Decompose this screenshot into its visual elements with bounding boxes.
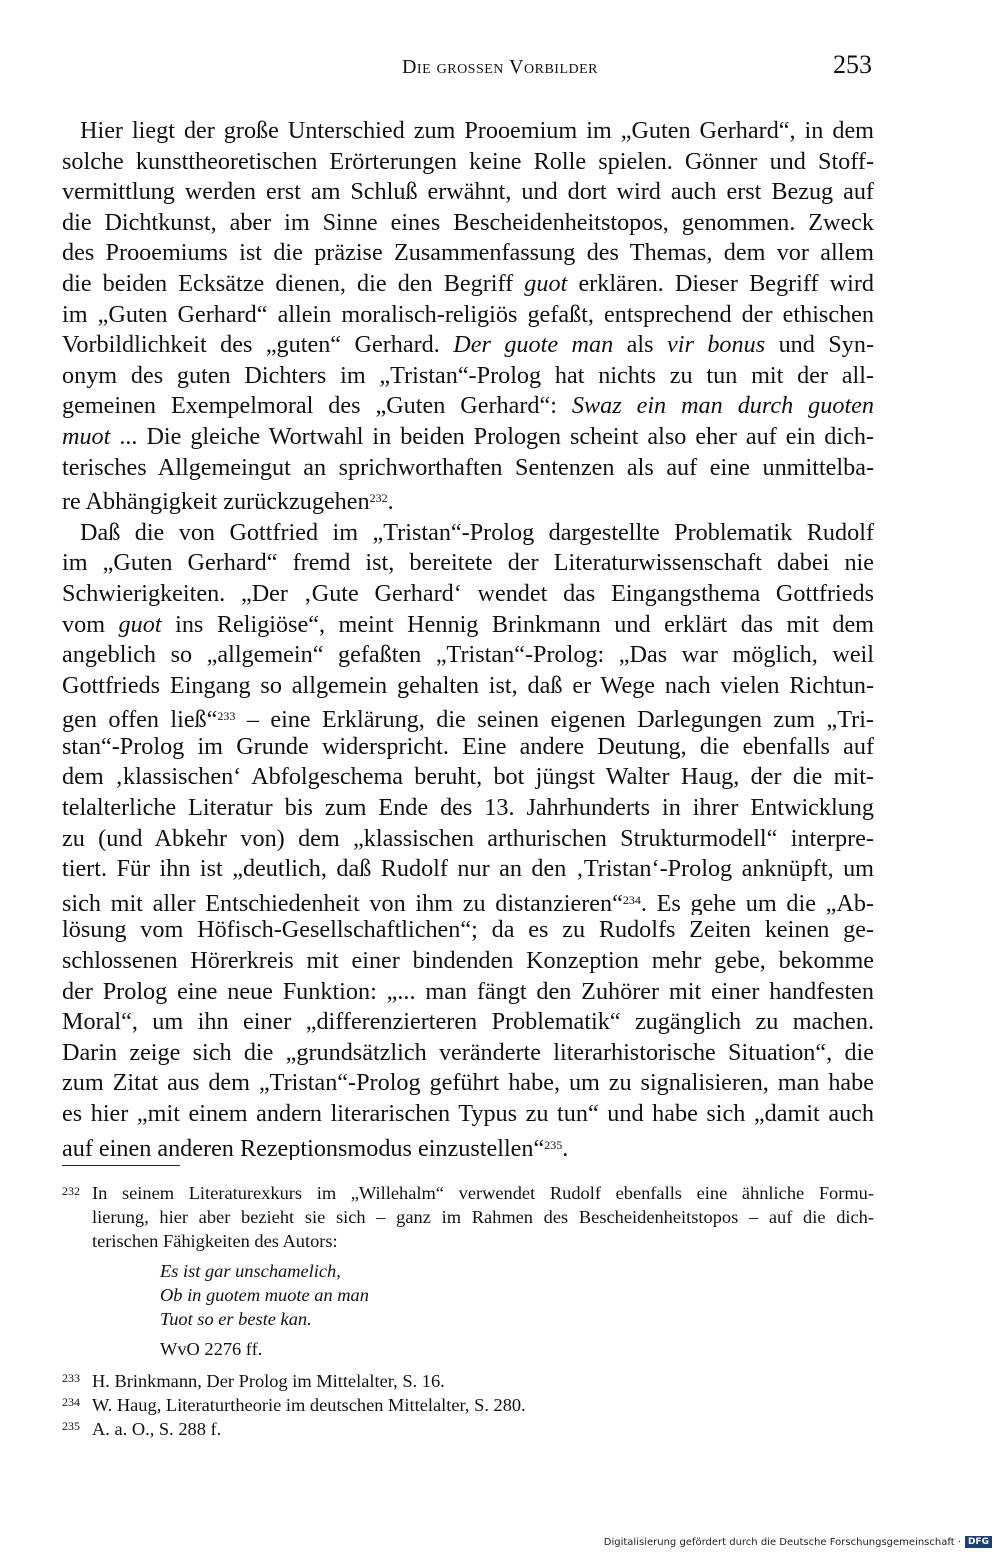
text-line: angeblich so „allgemein“ gefaßten „Tristan“-Prolog: „Das war möglich, weil <box>62 641 874 669</box>
body-text <box>62 116 874 1160</box>
footnote-235 <box>62 1417 874 1441</box>
text-line: es hier „mit einem andern literarischen Typus zu tun“ und habe sich „damit auch <box>62 1100 874 1127</box>
text-line: der Prolog eine neue Funktion: „... man fängt den Zuhörer mit einer handfesten <box>62 977 874 1005</box>
text-line: zu (und Abkehr von) dem „klassischen arthurischen Strukturmodell“ interpre- <box>62 824 874 852</box>
page-number: 253 <box>833 50 872 79</box>
text-line: zum Zitat aus dem „Tristan“-Prolog geführt habe, um zu signalisieren, man habe <box>62 1069 874 1097</box>
dfg-logo: DFG <box>965 1536 992 1548</box>
footnote-mark: 232 <box>62 1184 80 1198</box>
footnote-233 <box>62 1369 874 1393</box>
italic-term: guot <box>118 610 162 638</box>
text-line: onym des guten Dichters im „Tristan“-Prolog hat nichts zu tun mit der all- <box>62 361 874 389</box>
text-line: des Prooemiums ist die präzise Zusammenfassung des Themas, dem vor allem <box>62 239 874 267</box>
text-line: muot ... Die gleiche Wortwahl in beiden Prologen scheint also eher auf ein dich- <box>62 422 874 450</box>
text-line: Daß die von Gottfried im „Tristan“-Prolog dargestellte Problematik Rudolf <box>80 518 874 546</box>
text-line: die beiden Ecksätze dienen, die den Begriff guot erklären. Dieser Begriff wird <box>62 269 874 297</box>
text-line: Moral“, um ihn einer „differenzierteren Problematik“ zugänglich zu machen. <box>62 1008 874 1036</box>
text-line: im „Guten Gerhard“ fremd ist, bereitete der Literaturwissenschaft dabei nie <box>62 549 874 577</box>
text-line: die Dichtkunst, aber im Sinne eines Bescheidenheitstopos, genommen. Zweck <box>62 208 874 236</box>
text-line: solche kunsttheoretischen Erörterungen keine Rolle spielen. Gönner und Stoff- <box>62 147 874 175</box>
paragraph <box>62 116 874 514</box>
footnote-text: A. a. O., S. 288 f. <box>92 1419 222 1440</box>
footnote-reference[interactable]: 233 <box>217 709 236 724</box>
text-line: Gottfrieds Eingang so allgemein gehalten ist, daß er Wege nach vielen Richtun- <box>62 671 874 699</box>
paragraph <box>62 518 874 1160</box>
text-line: tiert. Für ihn ist „deutlich, daß Rudolf nur an den ‚Tristan‘-Prolog anknüpft, um <box>62 855 874 883</box>
footnote-mark: 233 <box>62 1371 80 1386</box>
text-line: stan“-Prolog im Grunde widerspricht. Eine andere Deutung, die ebenfalls auf <box>62 732 874 760</box>
text-line: vermittlung werden erst am Schluß erwähnt, und dort wird auch erst Bezug auf <box>62 178 874 206</box>
footnote-text: H. Brinkmann, Der Prolog im Mittelalter, S. 16. <box>92 1371 445 1392</box>
footnote-reference[interactable]: 232 <box>369 491 388 506</box>
footnote-232 <box>62 1182 874 1361</box>
footnote-text: W. Haug, Literaturtheorie im deutschen Mittelalter, S. 280. <box>92 1395 526 1416</box>
text-line: Schwierigkeiten. „Der ‚Gute Gerhard‘ wendet das Eingangsthema Gottfrieds <box>62 579 874 607</box>
verse-reference: WvO 2276 ff. <box>160 1339 263 1360</box>
text-line: Hier liegt der große Unterschied zum Prooemium im „Guten Gerhard“, in dem <box>80 117 874 144</box>
text-line: gemeinen Exempelmoral des „Guten Gerhard“: Swaz ein man durch guoten <box>62 392 874 420</box>
text-line: im „Guten Gerhard“ allein moralisch-religiös gefaßt, entsprechend der ethischen <box>62 300 874 328</box>
footnote-mark: 235 <box>62 1419 80 1434</box>
text-line: gen offen ließ“$^{233}$ – eine Erklärung, die seinen eigenen Darlegungen zum „Tri- <box>62 706 874 732</box>
italic-term: guot <box>524 269 568 297</box>
footnote-line: terischen Fähigkeiten des Autors: <box>92 1230 338 1251</box>
footnote-234 <box>62 1393 874 1417</box>
text-line: lösung vom Höfisch-Gesellschaftlichen“; da es zu Rudolfs Zeiten keinen ge- <box>62 916 874 944</box>
italic-term: muot <box>62 422 111 450</box>
verse-line: Ob in guotem muote an man <box>160 1285 369 1306</box>
italic-term: Swaz ein man durch guoten <box>571 392 874 420</box>
text-line: telalterliche Literatur bis zum Ende des 13. Jahrhunderts in ihrer Entwicklung <box>62 794 874 822</box>
verse-line: Tuot so er beste kan. <box>160 1309 312 1330</box>
text-line: terisches Allgemeingut an sprichworthaften Sentenzen als auf eine unmittelba- <box>62 453 874 481</box>
verse-line: Es ist gar unschamelich, <box>160 1261 341 1282</box>
text-line: auf einen anderen Rezeptionsmodus einzustellen“$^{235}$. <box>62 1134 569 1161</box>
italic-term: vir bonus <box>666 331 766 359</box>
footnote-separator <box>62 1165 180 1166</box>
footer-credit: Digitalisierung gefördert durch die Deutsche Forschungsgemeinschaft · <box>603 1536 961 1548</box>
footnote-line: lierung, hier aber bezieht sie sich – ganz im Rahmen des Bescheidenheitstopos – auf die dich- <box>92 1206 874 1227</box>
digitization-footer <box>604 1536 992 1548</box>
footnotes <box>62 1182 874 1441</box>
footnote-line: In seinem Literaturexkurs im „Willehalm“ verwendet Rudolf ebenfalls eine ähnliche Formu- <box>92 1183 874 1203</box>
text-line: re Abhängigkeit zurückzugehen$^{232}$. <box>62 488 394 514</box>
text-line: vom guot ins Religiöse“, meint Hennig Brinkmann und erklärt das mit dem <box>62 610 874 638</box>
text-line: Darin zeige sich die „grundsätzlich veränderte literarhistorische Situation“, die <box>62 1038 874 1066</box>
text-line: Vorbildlichkeit des „guten“ Gerhard. Der guote man als vir bonus und Syn- <box>62 331 874 359</box>
text-line: sich mit aller Entschiedenheit von ihm zu distanzieren“$^{234}$. Es gehe um die „Ab- <box>62 889 874 916</box>
footnote-reference[interactable]: 234 <box>622 892 641 907</box>
footnote-reference[interactable]: 235 <box>544 1137 563 1152</box>
text-line: dem ‚klassischen‘ Abfolgeschema beruht, bot jüngst Walter Haug, der die mit- <box>62 763 874 791</box>
italic-term: Der guote man <box>453 331 614 359</box>
footnote-mark: 234 <box>62 1395 80 1410</box>
running-title: Die grossen Vorbilder <box>401 56 599 78</box>
text-line: schlossenen Hörerkreis mit einer bindenden Konzeption mehr gebe, bekomme <box>62 947 874 975</box>
